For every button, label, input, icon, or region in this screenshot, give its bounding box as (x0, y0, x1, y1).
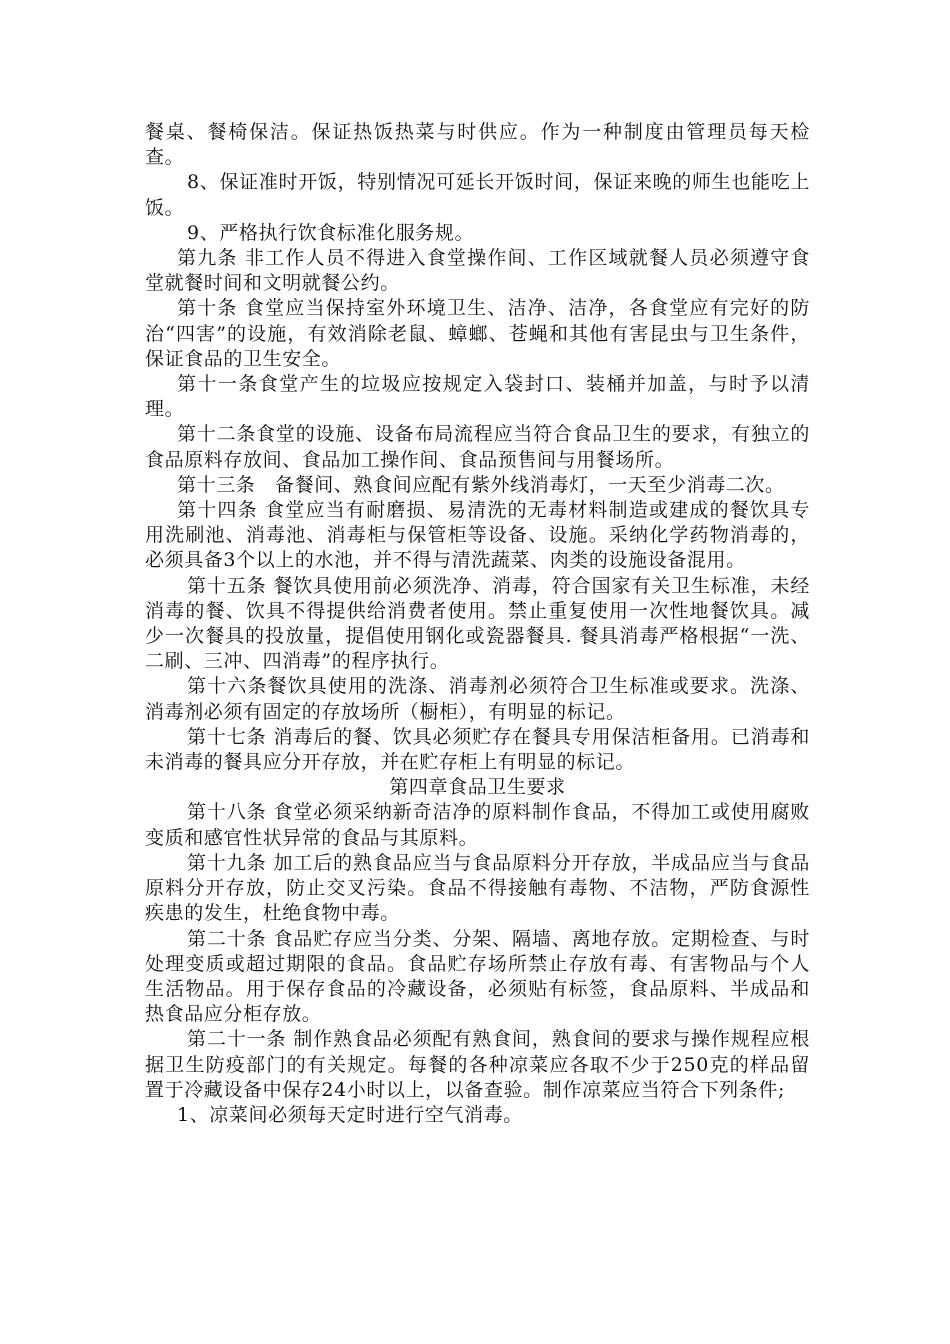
article-14: 第十四条 食堂应当有耐磨损、易清洗的无毒材料制造或建成的餐饮具专用洗刷池、消毒池、消毒柜与保管柜等设备、设施。采纳化学药物消毒的，必须具备3个以上的水池，并不得与清洗蔬菜、肉类的设施设备混用。 (145, 499, 810, 572)
chapter-heading: 第四章食品卫生要求 (389, 776, 566, 799)
article-18: 第十八条 食堂必须采纳新奇洁净的原料制作食品，不得加工或使用腐败变质和感官性状异常的食品与其原料。 (145, 801, 810, 849)
article-15: 第十五条 餐饮具使用前必须洗净、消毒，符合国家有关卫生标准，未经消毒的餐、饮具不得提供给消费者使用。禁止重复使用一次性地餐饮具。减少一次餐具的投放量，提倡使用钢化或瓷器餐具. 餐具消毒严格根据“一洗、二刷、三冲、四消毒”的程序执行。 (145, 574, 810, 673)
article-16: 第十六条餐饮具使用的洗涤、消毒剂必须符合卫生标准或要求。洗涤、消毒剂必须有固定的存放场所（橱柜），有明显的标记。 (145, 675, 810, 723)
article-12: 第十二条食堂的设施、设备布局流程应当符合食品卫生的要求，有独立的食品原料存放间、食品加工操作间、食品预售间与用餐场所。 (145, 423, 810, 471)
article-21: 第二十一条 制作熟食品必须配有熟食间，熟食间的要求与操作规程应根据卫生防疫部门的有关规定。每餐的各种凉菜应各取不少于250克的样品留置于冷藏设备中保存24小时以上，以备查验。制作凉菜应当符合下列条件; (145, 1028, 810, 1101)
article-11: 第十一条食堂产生的垃圾应按规定入袋封口、装桶并加盖，与时予以清理。 (145, 373, 810, 421)
paragraph-item-8: 8、保证准时开饭，特别情况可延长开饭时间，保证来晚的师生也能吃上饭。 (145, 171, 810, 219)
article-10: 第十条 食堂应当保持室外环境卫生、洁净、洁净，各食堂应有完好的防治“四害”的设施，有效消除老鼠、蟑螂、苍蝇和其他有害昆虫与卫生条件，保证食品的卫生安全。 (145, 297, 810, 370)
article-19: 第十九条 加工后的熟食品应当与食品原料分开存放，半成品应当与食品原料分开存放，防止交叉污染。食品不得接触有毒物、不洁物，严防食源性疾患的发生，杜绝食物中毒。 (145, 851, 810, 925)
paragraph-item-9: 9、严格执行饮食标准化服务规。 (187, 221, 475, 244)
article-20: 第二十条 食品贮存应当分类、分架、隔墙、离地存放。定期检查、与时处理变质或超过期限的食品。食品贮存场所禁止存放有毒、有害物品与个人生活物品。用于保存食品的冷藏设备，必须贴有标签，食品原料、半成品和热食品应分柜存放。 (145, 927, 810, 1026)
article-17: 第十七条 消毒后的餐、饮具必须贮存在餐具专用保洁柜备用。已消毒和未消毒的餐具应分开存放，并在贮存柜上有明显的标记。 (145, 725, 810, 774)
article-13: 第十三条 备餐间、熟食间应配有紫外线消毒灯，一天至少消毒二次。 (177, 473, 785, 496)
paragraph-continuation: 餐桌、餐椅保洁。保证热饭热菜与时供应。作为一种制度由管理员每天检查。 (145, 121, 810, 169)
document-body (145, 120, 810, 1128)
article-9: 第九条 非工作人员不得进入食堂操作间、工作区域就餐人员必须遵守食堂就餐时间和文明就餐公约。 (145, 247, 810, 295)
list-item-1: 1、凉菜间必须每天定时进行空气消毒。 (177, 1103, 523, 1126)
